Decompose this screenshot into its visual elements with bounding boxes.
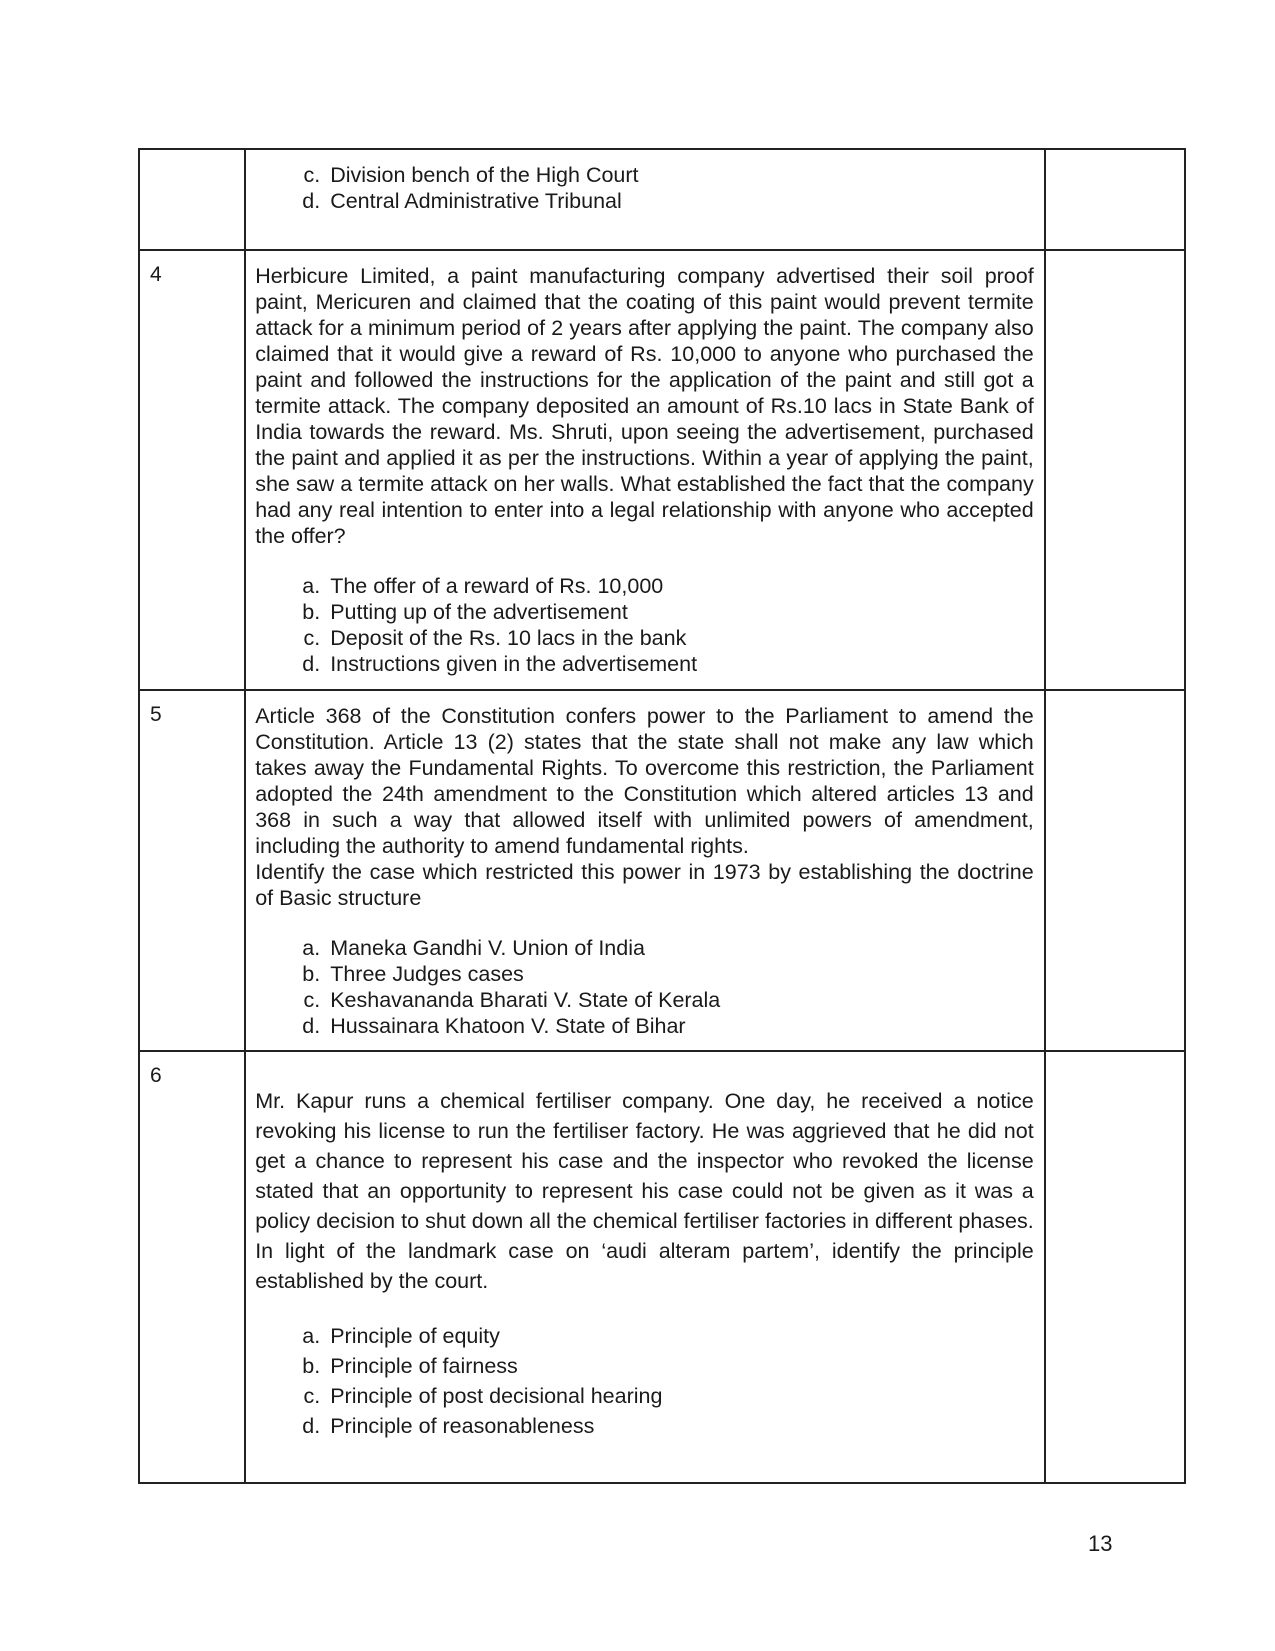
option-list	[246, 162, 1044, 214]
option-letter: c.	[303, 163, 321, 187]
option-text: Principle of fairness	[330, 1354, 518, 1378]
stem-paragraph: Article 368 of the Constitution confers power to the Parliament to amend the Constitution. Article 13 (2) states that the state shall not make any law which takes away the Fundamental Rights. To overcome this restriction, the Parliament adopted the 24th amendment to the Constitution which altered articles 13 and 368 in such a way that allowed itself with unlimited powers of amendment, including the authority to amend fundamental rights.	[255, 704, 1034, 858]
option-text: Putting up of the advertisement	[330, 600, 628, 624]
question-body-cell	[245, 1051, 1045, 1483]
question-body-cell	[245, 250, 1045, 690]
question-number: 6	[150, 1064, 162, 1087]
question-row-6	[139, 1051, 1185, 1483]
question-row-4	[139, 250, 1185, 690]
option-item	[292, 188, 1044, 214]
option-text: Deposit of the Rs. 10 lacs in the bank	[330, 626, 687, 650]
option-item	[292, 961, 1044, 987]
question-table	[138, 148, 1186, 1484]
option-text: Hussainara Khatoon V. State of Bihar	[330, 1014, 686, 1038]
question-stem	[255, 263, 1034, 549]
option-letter: a.	[302, 1324, 321, 1348]
question-number-cell	[139, 1051, 245, 1483]
option-item	[292, 625, 1044, 651]
question-number-cell	[139, 690, 245, 1051]
option-letter: c.	[303, 1384, 321, 1408]
option-item	[292, 573, 1044, 599]
question-body-cell	[245, 149, 1045, 250]
option-text: Instructions given in the advertisement	[330, 652, 698, 676]
marks-cell	[1045, 1051, 1185, 1483]
option-text: Keshavananda Bharati V. State of Kerala	[330, 988, 721, 1012]
question-number: 4	[150, 263, 162, 286]
option-list	[246, 935, 1044, 1039]
option-letter: c.	[303, 626, 321, 650]
option-item	[292, 1351, 1044, 1381]
option-item	[292, 1381, 1044, 1411]
option-item	[292, 599, 1044, 625]
option-letter: d.	[302, 1014, 321, 1038]
option-text: Three Judges cases	[330, 962, 524, 986]
option-text: The offer of a reward of Rs. 10,000	[330, 574, 664, 598]
option-letter: a.	[302, 936, 321, 960]
question-row-continued	[139, 149, 1185, 250]
option-text: Principle of reasonableness	[330, 1414, 595, 1438]
option-letter: a.	[302, 574, 321, 598]
option-text: Division bench of the High Court	[330, 163, 639, 187]
option-list	[246, 1321, 1044, 1441]
stem-paragraph: Identify the case which restricted this power in 1973 by establishing the doctrine of Basic structure	[255, 860, 1034, 910]
option-letter: b.	[302, 962, 321, 986]
option-text: Principle of equity	[330, 1324, 500, 1348]
question-number: 5	[150, 703, 162, 726]
option-item	[292, 935, 1044, 961]
option-letter: d.	[302, 652, 321, 676]
option-item	[292, 1321, 1044, 1351]
question-number-cell	[139, 250, 245, 690]
question-number-cell	[139, 149, 245, 250]
option-text: Maneka Gandhi V. Union of India	[330, 936, 645, 960]
option-item	[292, 651, 1044, 677]
option-item	[292, 1013, 1044, 1039]
option-item	[292, 162, 1044, 188]
stem-paragraph: Mr. Kapur runs a chemical fertiliser company. One day, he received a notice revoking his license to run the fertiliser factory. He was aggrieved that he did not get a chance to represent his case and the inspector who revoked the license stated that an opportunity to represent his case could not be given as it was a policy decision to shut down all the chemical fertiliser factories in different phases. In light of the landmark case on ‘audi alteram partem’, identify the principle established by the court.	[255, 1089, 1034, 1293]
option-letter: d.	[302, 1414, 321, 1438]
page-number: 13	[1088, 1531, 1113, 1556]
question-stem	[255, 703, 1034, 911]
stem-paragraph: Herbicure Limited, a paint manufacturing company advertised their soil proof paint, Mericuren and claimed that the coating of this paint would prevent termite attack for a minimum period of 2 years after applying the paint. The company also claimed that it would give a reward of Rs. 10,000 to anyone who purchased the paint and followed the instructions for the application of the paint and still got a termite attack. The company deposited an amount of Rs.10 lacs in State Bank of India towards the reward. Ms. Shruti, upon seeing the advertisement, purchased the paint and applied it as per the instructions. Within a year of applying the paint, she saw a termite attack on her walls. What established the fact that the company had any real intention to enter into a legal relationship with anyone who accepted the offer?	[255, 264, 1034, 548]
option-letter: d.	[302, 189, 321, 213]
marks-cell	[1045, 250, 1185, 690]
option-item	[292, 1411, 1044, 1441]
option-text: Principle of post decisional hearing	[330, 1384, 663, 1408]
question-body-cell	[245, 690, 1045, 1051]
option-letter: b.	[302, 1354, 321, 1378]
option-item	[292, 987, 1044, 1013]
question-number	[140, 150, 244, 162]
option-letter: c.	[303, 988, 321, 1012]
marks-cell	[1045, 690, 1185, 1051]
option-text: Central Administrative Tribunal	[330, 189, 622, 213]
question-stem	[255, 1086, 1034, 1296]
marks-cell	[1045, 149, 1185, 250]
question-row-5	[139, 690, 1185, 1051]
option-letter: b.	[302, 600, 321, 624]
option-list	[246, 573, 1044, 677]
